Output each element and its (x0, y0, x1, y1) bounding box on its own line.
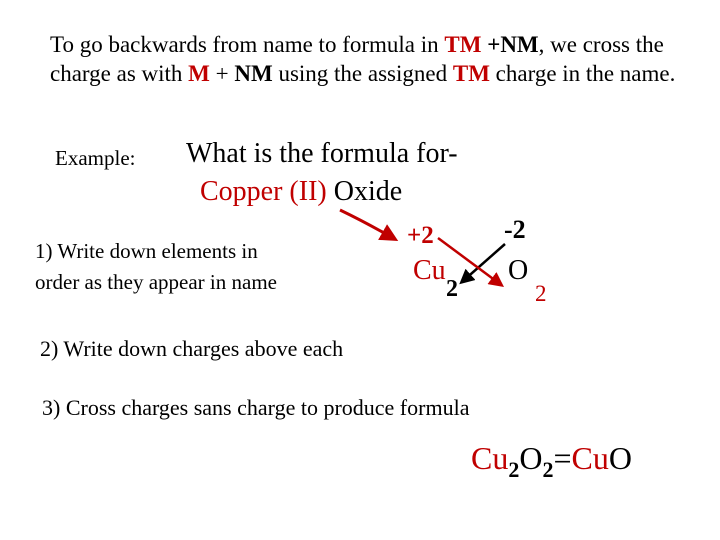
example-question: What is the formula for- (186, 138, 458, 169)
example-label: Example: (55, 146, 136, 170)
copper-subscript: 2 (446, 276, 458, 302)
answer-subscript-1: 2 (508, 457, 520, 482)
intro-text-5: using the assigned (272, 61, 453, 86)
copper-ii-callout-arrow (340, 210, 393, 238)
intro-text-6: charge in the name. (489, 61, 676, 86)
final-oxygen: O (608, 440, 632, 476)
step-3: 3) Cross charges sans charge to produce formula (42, 395, 470, 420)
tm-highlight: TM (444, 32, 482, 57)
step-1-line-1: 1) Write down elements in (35, 239, 258, 263)
step-1-line-2: order as they appear in name (35, 270, 277, 294)
nm-highlight-2: NM (234, 61, 273, 86)
answer-subscript-2: 2 (542, 457, 554, 482)
answer-oxygen: O (519, 440, 543, 476)
oxide-text: Oxide (326, 176, 403, 207)
answer-copper: Cu (471, 440, 509, 476)
nm-highlight: +NM (487, 32, 539, 57)
tm-highlight-2: TM (452, 61, 490, 86)
oxygen-subscript: 2 (535, 281, 547, 306)
intro-text-4: + (209, 61, 235, 86)
m-highlight: M (188, 61, 210, 86)
intro-text-1: To go backwards from name to formula in (50, 32, 445, 57)
copper-symbol: Cu (413, 255, 446, 286)
step-2: 2) Write down charges above each (40, 336, 344, 361)
copper-charge: +2 (407, 222, 434, 249)
formula-answer (471, 440, 632, 482)
final-copper: Cu (571, 440, 609, 476)
oxygen-symbol: O (508, 255, 529, 286)
answer-equals: = (553, 440, 572, 476)
copper-ii-text: Copper (II) (200, 176, 327, 207)
intro-text-3: , we cross the charge as with (50, 32, 664, 86)
oxygen-charge: -2 (504, 215, 526, 244)
